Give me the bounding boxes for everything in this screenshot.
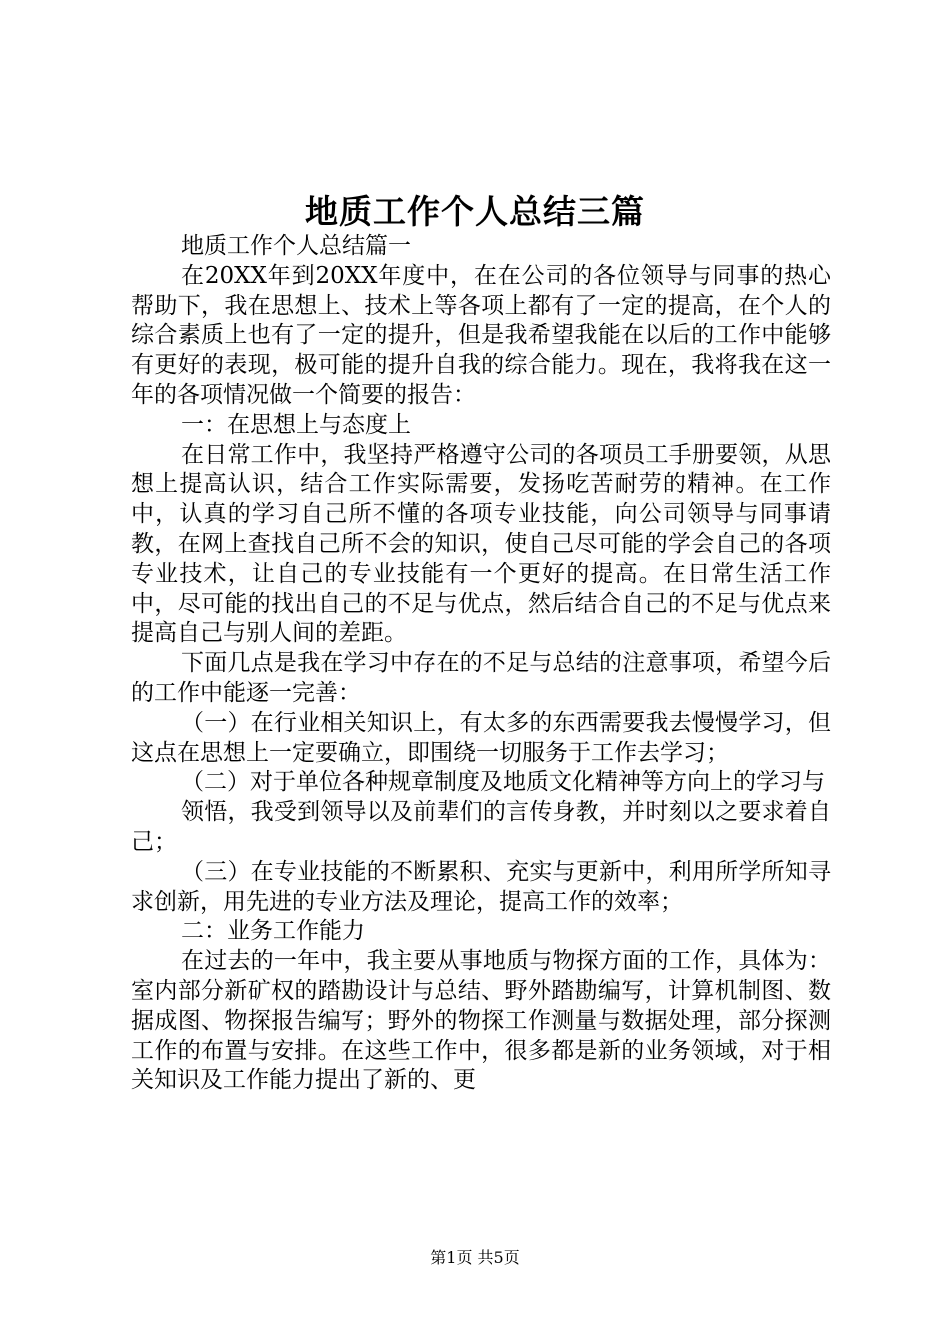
list-item: （二）对于单位各种规章制度及地质文化精神等方向上的学习与 <box>181 769 825 796</box>
section-heading: 地质工作个人总结篇一 <box>181 233 411 259</box>
document-body <box>131 232 831 1096</box>
list-item: （三）在专业技能的不断累积、充实与更新中，利用所学所知寻求创新，用先进的专业方法及理论，提高工作的效率； <box>131 858 831 915</box>
paragraph: 领悟，我受到领导以及前辈们的言传身教，并时刻以之要求着自己； <box>131 799 831 855</box>
paragraph: 在日常工作中，我坚持严格遵守公司的各项员工手册要领，从思想上提高认识，结合工作实际需要，发扬吃苦耐劳的精神。在工作中，认真的学习自己所不懂的各项专业技能，向公司领导与同事请教，在网上查找自己所不会的知识，使自己尽可能的学会自己的各项专业技术，让自己的专业技能有一个更好的提高。在日常生活工作中，尽可能的找出自己的不足与优点，然后结合自己的不足与优点来提高自己与别人间的差距。 <box>131 441 831 647</box>
subsection-heading: 二：业务工作能力 <box>181 918 365 945</box>
paragraph: 在过去的一年中，我主要从事地质与物探方面的工作，具体为：室内部分新矿权的踏勘设计与总结、野外踏勘编写，计算机制图、数据成图、物探报告编写；野外的物探工作测量与数据处理，部分探测工作的布置与安排。在这些工作中，很多都是新的业务领域，对于相关知识及工作能力提出了新的、更 <box>131 948 831 1094</box>
paragraph: 下面几点是我在学习中存在的不足与总结的注意事项，希望今后的工作中能逐一完善： <box>131 650 831 706</box>
paragraph: 在20XX年到20XX年度中，在在公司的各位领导与同事的热心帮助下，我在思想上、技术上等各项上都有了一定的提高，在个人的综合素质上也有了一定的提升，但是我希望我能在以后的工作中能够有更好的表现，极可能的提升自我的综合能力。现在，我将我在这一年的各项情况做一个简要的报告： <box>131 262 831 408</box>
page-title: 地质工作个人总结三篇 <box>305 192 645 231</box>
subsection-heading: 一：在思想上与态度上 <box>181 411 411 438</box>
list-item: （一）在行业相关知识上，有太多的东西需要我去慢慢学习，但这点在思想上一定要确立，即围绕一切服务于工作去学习； <box>131 709 831 766</box>
page-indicator: 第1页 共5页 <box>430 1248 520 1267</box>
